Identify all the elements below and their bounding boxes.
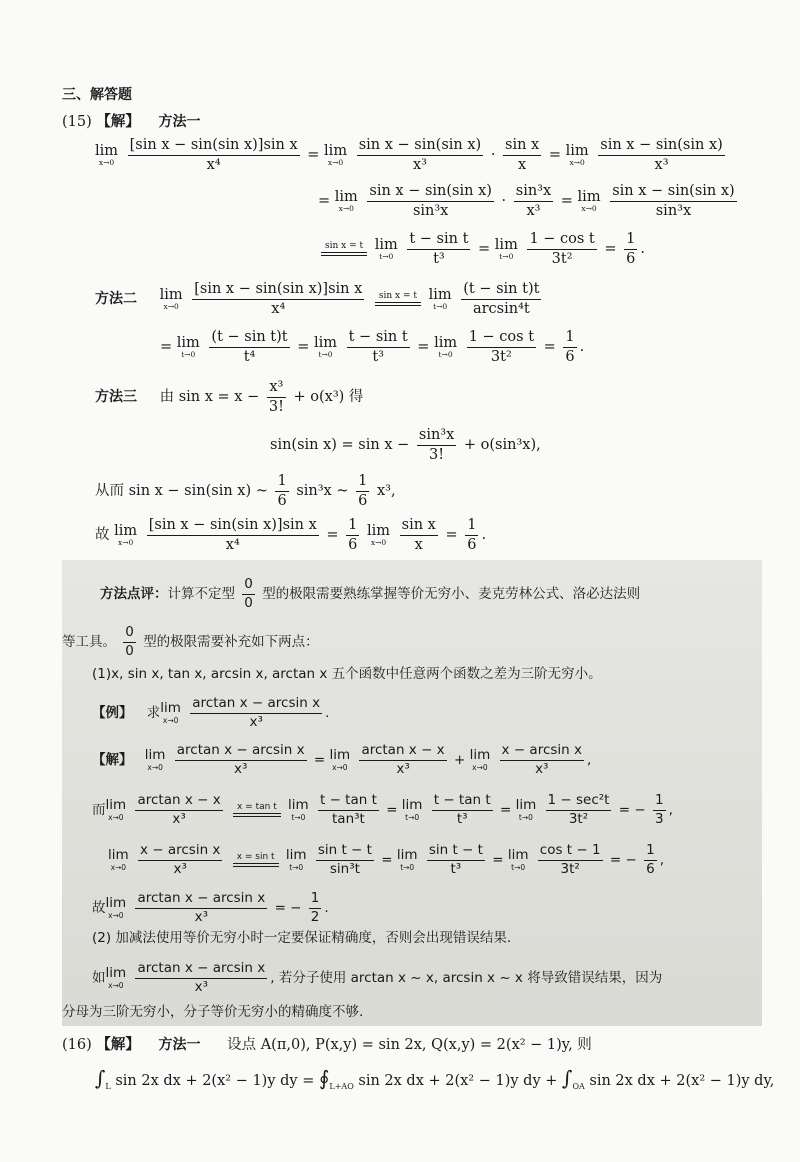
fraction: $\frac{\text{sin³x}}{3!}$ — [418, 427, 455, 463]
limit-operator: lim x→0 — [367, 522, 391, 547]
fraction: $\frac{\text{arctan x − arcsin x}}{\text{x³}}$ — [137, 890, 266, 925]
fraction: $\frac{\text{arctan x − arcsin x}}{\text{x³}}$ — [192, 695, 321, 730]
problem-16-line-2: $\int_L$ sin 2x dx + 2(x² − 1)y dy = $∮_{L+AO}$ sin 2x dx + 2(x² − 1)y dy + $\int_{OA}$ sin 2x dx + 2(x² − 1)y dy, — [95, 1066, 775, 1091]
fraction: $\frac{\text{sin x − sin(sin x)}}{\text{x³}}$ — [358, 137, 482, 173]
fraction: $\frac{1}{6}$ — [626, 231, 636, 267]
fraction: $\frac{\text{[sin x − sin(sin x)]sin x}}{\text{x⁴}}$ — [129, 137, 298, 173]
limit-operator: lim t→0 — [494, 236, 518, 261]
substitution-mark: x = tan t — [233, 803, 281, 817]
method-title: 方法二 — [95, 291, 137, 307]
note-line-1: 方法点评：计算不定型 $\frac{0}{0}$ 型的极限需要熟练掌握等价无穷小、麦克劳林公式、洛必达法则 — [100, 576, 641, 611]
limit-operator: lim x→0 — [577, 188, 601, 213]
limit-operator: lim x→0 — [334, 188, 358, 213]
contour-integral-sign: ∮ — [318, 1066, 330, 1090]
note-point-2: (2) 加减法使用等价无穷小时一定要保证精确度，否则会出现错误结果. — [92, 930, 512, 946]
fraction: $\frac{1}{6}$ — [646, 842, 655, 877]
section-heading: 三、解答题 — [62, 87, 132, 103]
fraction: $\frac{1}{6}$ — [565, 329, 575, 365]
fraction: $\frac{1}{6}$ — [348, 517, 358, 553]
limit-operator: lim x→0 — [469, 747, 491, 772]
m1-line-1: lim x→0 $\frac{\text{[sin x − sin(sin x)]sin x}}{\text{x⁴}}$ = lim x→0 $\frac{\text{sin x − sin(sin x)}}{\text{x³}}$ · $\frac{\text{sin x}}{x}$ = lim x→0 $\frac{\text{sin x − sin(sin x)}}{\text{x³}}$ — [95, 137, 723, 173]
limit-operator: lim x→0 — [95, 142, 119, 167]
fraction: $\frac{1}{6}$ — [467, 517, 477, 553]
fraction: $\frac{1}{3}$ — [654, 792, 664, 827]
fraction: $\frac{\text{[sin x − sin(sin x)]sin x}}{\text{x⁴}}$ — [194, 281, 363, 317]
m3-line-3: 从而 sin x − sin(sin x) ~ $\frac{1}{6}$ sin³x ~ $\frac{1}{6}$ x³, — [95, 473, 396, 509]
fraction: $\frac{\text{x³}}{3!}$ — [268, 379, 284, 415]
limit-operator: lim x→0 — [159, 286, 183, 311]
solve-tag: 【解】 — [96, 1036, 140, 1053]
fraction: $\frac{\text{1 − cos t}}{\text{3t²}}$ — [468, 329, 535, 365]
limit-operator: lim t→0 — [288, 797, 309, 822]
note-solve-line-2: 而 lim x→0 $\frac{\text{arctan x − x}}{\text{x³}}$ x = tan t lim t→0 $\frac{\text{t − tan t}}{\text{tan³t}}$ = lim t→0 $\frac{\text{t − tan t}}{\text{t³}}$ = lim t→0 $\frac{\text{1 − sec²t}}{\text{3t²}}$ = − $\frac{1}{3}$ , — [92, 792, 673, 827]
note-line-2: 等工具。 $\frac{0}{0}$ 型的极限需要补充如下两点： — [62, 624, 319, 659]
m2-line-1 — [95, 282, 544, 316]
limit-operator: lim x→0 — [329, 747, 351, 772]
m3-line-4: 故 lim x→0 $\frac{\text{[sin x − sin(sin x)]sin x}}{\text{x⁴}}$ = $\frac{1}{6}$ lim x→0 $\frac{\text{sin x}}{x}$ = $\frac{1}{6}$ . — [95, 517, 487, 553]
limit-operator: lim x→0 — [105, 895, 127, 920]
note-point-1: (1)x, sin x, tan x, arcsin x, arctan x 五个函数中任意两个函数之差为三阶无穷小。 — [92, 666, 602, 682]
fraction: $\frac{\text{sin t − t}}{\text{t³}}$ — [428, 842, 483, 877]
limit-operator: lim t→0 — [313, 334, 338, 359]
problem-number: (15) — [62, 114, 92, 130]
fraction: $\frac{\text{sin x − sin(sin x)}}{\text{sin³x}}$ — [612, 183, 735, 219]
fraction: $\frac{\text{arctan x − x}}{\text{x³}}$ — [361, 742, 445, 777]
substitution-mark: sin x = t — [321, 242, 367, 256]
limit-operator: lim x→0 — [144, 747, 166, 772]
integral-sign: ∫ — [562, 1066, 573, 1090]
note-solve-line-3: lim x→0 $\frac{\text{x − arcsin x}}{\text{x³}}$ x = sin t lim t→0 $\frac{\text{sin t − t}}{\text{sin³t}}$ = lim t→0 $\frac{\text{sin t − t}}{\text{t³}}$ = lim t→0 $\frac{\text{cos t − 1}}{\text{3t²}}$ = − $\frac{1}{6}$ , — [108, 842, 664, 877]
limit-operator: lim t→0 — [434, 334, 458, 359]
problem-15-heading — [62, 115, 200, 130]
fraction: $\frac{\text{sin x}}{x}$ — [505, 137, 540, 173]
solve-tag: 【解】 — [96, 113, 140, 130]
fraction: $\frac{\text{1 − cos t}}{\text{3t²}}$ — [529, 231, 595, 267]
limit-operator: lim t→0 — [176, 334, 200, 359]
limit-operator: lim x→0 — [114, 522, 138, 547]
fraction: $\frac{\text{arctan x − arcsin x}}{\text{x³}}$ — [137, 960, 266, 995]
fraction: $\frac{\text{t − tan t}}{\text{tan³t}}$ — [319, 792, 377, 827]
limit-operator: lim x→0 — [160, 700, 181, 725]
limit-operator: lim x→0 — [105, 965, 127, 990]
limit-operator: lim t→0 — [428, 286, 452, 311]
fraction: $\frac{1}{2}$ — [310, 890, 320, 925]
fraction: $\frac{\text{1 − sec²t}}{\text{3t²}}$ — [547, 792, 610, 827]
m1-line-2: = lim x→0 $\frac{\text{sin x − sin(sin x)}}{\text{sin³x}}$ · $\frac{\text{sin³x}}{\text{x³}}$ = lim x→0 $\frac{\text{sin x − sin(sin x)}}{\text{sin³x}}$ — [318, 183, 735, 219]
fraction: $\frac{\text{sin x − sin(sin x)}}{\text{sin³x}}$ — [369, 183, 492, 219]
fraction: $\frac{\text{[sin x − sin(sin x)]sin x}}{\text{x⁴}}$ — [148, 517, 317, 553]
fraction: $\frac{\text{sin x − sin(sin x)}}{\text{x³}}$ — [600, 137, 723, 173]
fraction: $\frac{\text{sin t − t}}{\text{sin³t}}$ — [317, 842, 372, 877]
fraction: $\frac{\text{x − arcsin x}}{\text{x³}}$ — [139, 842, 221, 877]
fraction: $\frac{\text{arctan x − arcsin x}}{\text{x³}}$ — [176, 742, 305, 777]
fraction: $\frac{\text{sin³x}}{\text{x³}}$ — [515, 183, 552, 219]
note-solve-line-1: 【解】 lim x→0 $\frac{\text{arctan x − arcsin x}}{\text{x³}}$ = lim x→0 $\frac{\text{arctan x − x}}{\text{x³}}$ + lim x→0 $\frac{\text{x − arcsin x}}{\text{x³}}$ , — [92, 742, 592, 777]
problem-number: (16) — [62, 1037, 92, 1053]
substitution-mark: x = sin t — [233, 853, 279, 867]
note-point-2-example: 如 lim x→0 $\frac{\text{arctan x − arcsin x}}{\text{x³}}$ , 若分子使用 arctan x ~ x, arcsin x ~ x 将导致错误结果，因为 — [92, 960, 663, 995]
fraction: $\frac{\text{t − tan t}}{\text{t³}}$ — [433, 792, 491, 827]
note-example: 【例】 求 lim x→0 $\frac{\text{arctan x − arcsin x}}{\text{x³}}$ . — [92, 695, 330, 730]
method-title: 方法三 — [95, 389, 137, 405]
m1-line-3: sin x = t lim t→0 $\frac{\text{t − sin t}}{\text{t³}}$ = lim t→0 $\frac{\text{1 − cos t}}{\text{3t²}}$ = $\frac{1}{6}$ . — [318, 232, 645, 266]
limit-operator: lim t→0 — [401, 797, 423, 822]
note-title: 方法点评： — [100, 586, 168, 602]
m3-line-1: 方法三 由 sin x = x − $\frac{\text{x³}}{3!}$ + o(x³) 得 — [95, 379, 364, 415]
limit-operator: lim t→0 — [285, 847, 307, 872]
limit-operator: lim t→0 — [374, 236, 398, 261]
method-title: 方法一 — [158, 1037, 201, 1053]
limit-operator: lim t→0 — [507, 847, 529, 872]
m3-line-2: sin(sin x) = sin x − $\frac{\text{sin³x}}{3!}$ + o(sin³x), — [270, 427, 541, 463]
method-title: 方法一 — [158, 114, 201, 130]
problem-16-heading — [62, 1038, 592, 1053]
limit-operator: lim x→0 — [324, 142, 348, 167]
fraction: $\frac{\text{x − arcsin x}}{\text{x³}}$ — [501, 742, 582, 777]
fraction: $\frac{1}{6}$ — [277, 473, 287, 509]
substitution-mark: sin x = t — [375, 292, 421, 306]
limit-operator: lim x→0 — [108, 847, 129, 872]
limit-operator: lim t→0 — [396, 847, 418, 872]
m2-line-2: = lim t→0 $\frac{\text{(t − sin t)t}}{\text{t⁴}}$ = lim t→0 $\frac{\text{t − sin t}}{\text{t³}}$ = lim t→0 $\frac{\text{1 − cos t}}{\text{3t²}}$ = $\frac{1}{6}$ . — [160, 329, 585, 365]
limit-operator: lim x→0 — [565, 142, 589, 167]
fraction: $\frac{0}{0}$ — [125, 624, 134, 659]
fraction: $\frac{0}{0}$ — [244, 576, 253, 611]
fraction: $\frac{\text{t − sin t}}{\text{t³}}$ — [348, 329, 408, 365]
fraction: $\frac{1}{6}$ — [358, 473, 368, 509]
limit-operator: lim x→0 — [105, 797, 127, 822]
fraction: $\frac{\text{(t − sin t)t}}{\text{t⁴}}$ — [211, 329, 288, 365]
fraction: $\frac{\text{t − sin t}}{\text{t³}}$ — [409, 231, 469, 267]
fraction: $\frac{\text{sin x}}{x}$ — [401, 517, 436, 553]
limit-operator: lim t→0 — [515, 797, 537, 822]
fraction: $\frac{\text{cos t − 1}}{\text{3t²}}$ — [539, 842, 601, 877]
integral-sign: ∫ — [95, 1066, 106, 1090]
fraction: $\frac{\text{(t − sin t)t}}{\text{arcsin⁴t}}$ — [463, 281, 540, 317]
fraction: $\frac{\text{arctan x − x}}{\text{x³}}$ — [137, 792, 221, 827]
problem-16-setup: 设点 A(π,0), P(x,y) = sin 2x, Q(x,y) = 2(x² − 1)y, 则 — [227, 1037, 592, 1053]
note-point-2-last: 分母为三阶无穷小，分子等价无穷小的精确度不够. — [62, 1004, 364, 1020]
note-solve-line-4: 故 lim x→0 $\frac{\text{arctan x − arcsin x}}{\text{x³}}$ = − $\frac{1}{2}$ . — [92, 890, 329, 925]
